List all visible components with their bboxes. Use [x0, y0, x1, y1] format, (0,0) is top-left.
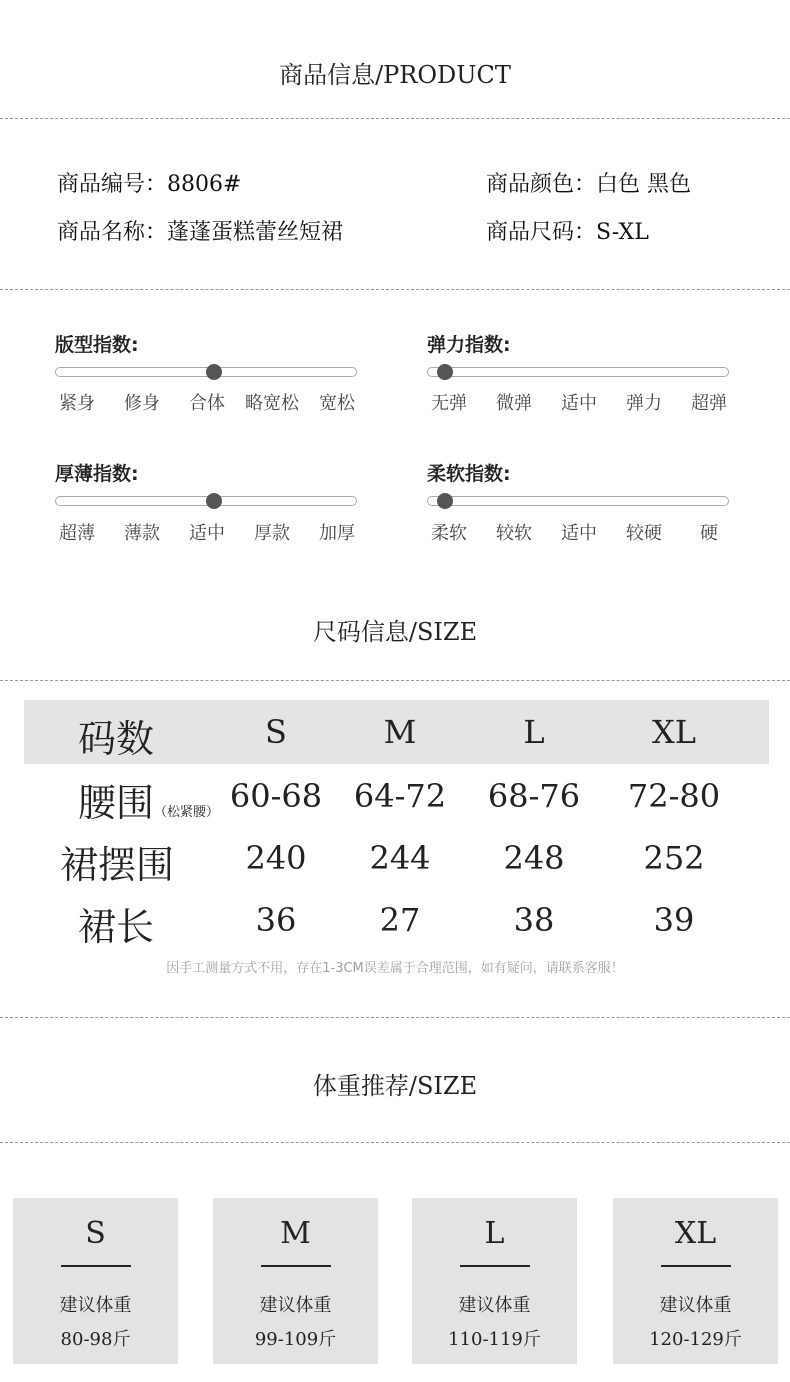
- index-slider-marker: [437, 493, 453, 509]
- size-header-cell: M: [383, 713, 417, 751]
- size-header-cell: XL: [651, 713, 697, 751]
- divider: [0, 680, 790, 681]
- size-row-label-text: 裙摆围: [60, 843, 175, 887]
- index-title: 版型指数:: [55, 334, 139, 356]
- weight-card-label: 建议体重: [659, 1295, 732, 1316]
- size-header-cell: L: [523, 713, 545, 751]
- size-value-cell: 252: [643, 839, 705, 877]
- index-option-label: 较软: [496, 523, 532, 544]
- size-row-note: （松紧腰）: [154, 805, 220, 820]
- product-section-title: 商品信息/PRODUCT: [279, 61, 511, 89]
- index-option-label: 硬: [700, 523, 718, 544]
- weight-card-size: XL: [674, 1216, 717, 1251]
- product-name: 商品名称：蓬蓬蛋糕蕾丝短裙: [57, 220, 344, 245]
- size-row-label-text: 裙长: [78, 905, 155, 949]
- size-header-cell: S: [265, 713, 287, 751]
- weight-card-label: 建议体重: [458, 1295, 531, 1316]
- index-option-label: 修身: [124, 393, 160, 414]
- size-value-cell: 64-72: [353, 777, 447, 815]
- weight-card-rule: [460, 1265, 530, 1267]
- weight-card-size: M: [280, 1216, 311, 1251]
- measurement-disclaimer: 因手工测量方式不用，存在1-3CM误差属于合理范围，如有疑问，请联系客服！: [166, 961, 624, 976]
- size-row-label: [78, 896, 154, 951]
- index-option-label: 合体: [189, 393, 225, 414]
- weight-card-size: S: [85, 1216, 106, 1251]
- size-value-cell: 60-68: [229, 777, 323, 815]
- index-option-label: 柔软: [431, 523, 467, 544]
- size-value-cell: 27: [379, 901, 421, 939]
- weight-section-title: 体重推荐/SIZE: [312, 1072, 478, 1100]
- size-value-cell: 72-80: [627, 777, 721, 815]
- weight-card: [412, 1198, 577, 1364]
- size-value-cell: 36: [255, 901, 297, 939]
- product-size: 商品尺码：S-XL: [486, 220, 649, 245]
- size-row-label: [78, 772, 219, 827]
- index-option-label: 超薄: [59, 523, 95, 544]
- index-slider-track: [427, 367, 729, 377]
- divider: [0, 289, 790, 290]
- weight-card-rule: [261, 1265, 331, 1267]
- index-title: 厚薄指数:: [55, 463, 139, 485]
- index-slider-marker: [206, 364, 222, 380]
- weight-card: [13, 1198, 178, 1364]
- divider: [0, 1142, 790, 1143]
- index-option-label: 薄款: [124, 523, 160, 544]
- product-color: 商品颜色：白色 黑色: [486, 172, 691, 197]
- size-value-cell: 248: [503, 839, 565, 877]
- weight-card-rule: [61, 1265, 131, 1267]
- index-option-label: 宽松: [319, 393, 355, 414]
- index-option-label: 适中: [561, 393, 597, 414]
- product-code: 商品编号：8806#: [57, 172, 242, 197]
- size-value-cell: 68-76: [487, 777, 581, 815]
- index-slider-track: [427, 496, 729, 506]
- index-option-label: 略宽松: [245, 393, 299, 414]
- index-option-label: 较硬: [626, 523, 662, 544]
- size-value-cell: 244: [369, 839, 431, 877]
- index-title: 柔软指数:: [427, 463, 511, 485]
- weight-card-range: 120-129斤: [649, 1329, 742, 1350]
- index-slider-marker: [206, 493, 222, 509]
- index-option-label: 厚款: [254, 523, 290, 544]
- index-option-label: 无弹: [431, 393, 467, 414]
- size-header-label: 码数: [78, 717, 155, 761]
- index-slider-marker: [437, 364, 453, 380]
- weight-card-range: 80-98斤: [60, 1329, 131, 1350]
- size-value-cell: 39: [653, 901, 695, 939]
- index-option-label: 超弹: [691, 393, 727, 414]
- index-option-label: 加厚: [319, 523, 355, 544]
- size-value-cell: 38: [513, 901, 555, 939]
- index-option-label: 微弹: [496, 393, 532, 414]
- size-section-title: 尺码信息/SIZE: [312, 618, 478, 646]
- index-title: 弹力指数:: [427, 334, 511, 356]
- size-row-label: [60, 834, 174, 889]
- index-option-label: 紧身: [59, 393, 95, 414]
- weight-card-label: 建议体重: [59, 1295, 132, 1316]
- divider: [0, 118, 790, 119]
- divider: [0, 1017, 790, 1018]
- weight-card: [213, 1198, 378, 1364]
- weight-card-size: L: [484, 1216, 505, 1251]
- index-option-label: 适中: [189, 523, 225, 544]
- index-option-label: 适中: [561, 523, 597, 544]
- weight-card-rule: [661, 1265, 731, 1267]
- index-option-label: 弹力: [626, 393, 662, 414]
- weight-card-range: 110-119斤: [448, 1329, 541, 1350]
- weight-card-range: 99-109斤: [254, 1329, 337, 1350]
- weight-card-label: 建议体重: [259, 1295, 332, 1316]
- size-row-label-text: 腰围: [78, 781, 155, 825]
- weight-card: [613, 1198, 778, 1364]
- size-value-cell: 240: [245, 839, 307, 877]
